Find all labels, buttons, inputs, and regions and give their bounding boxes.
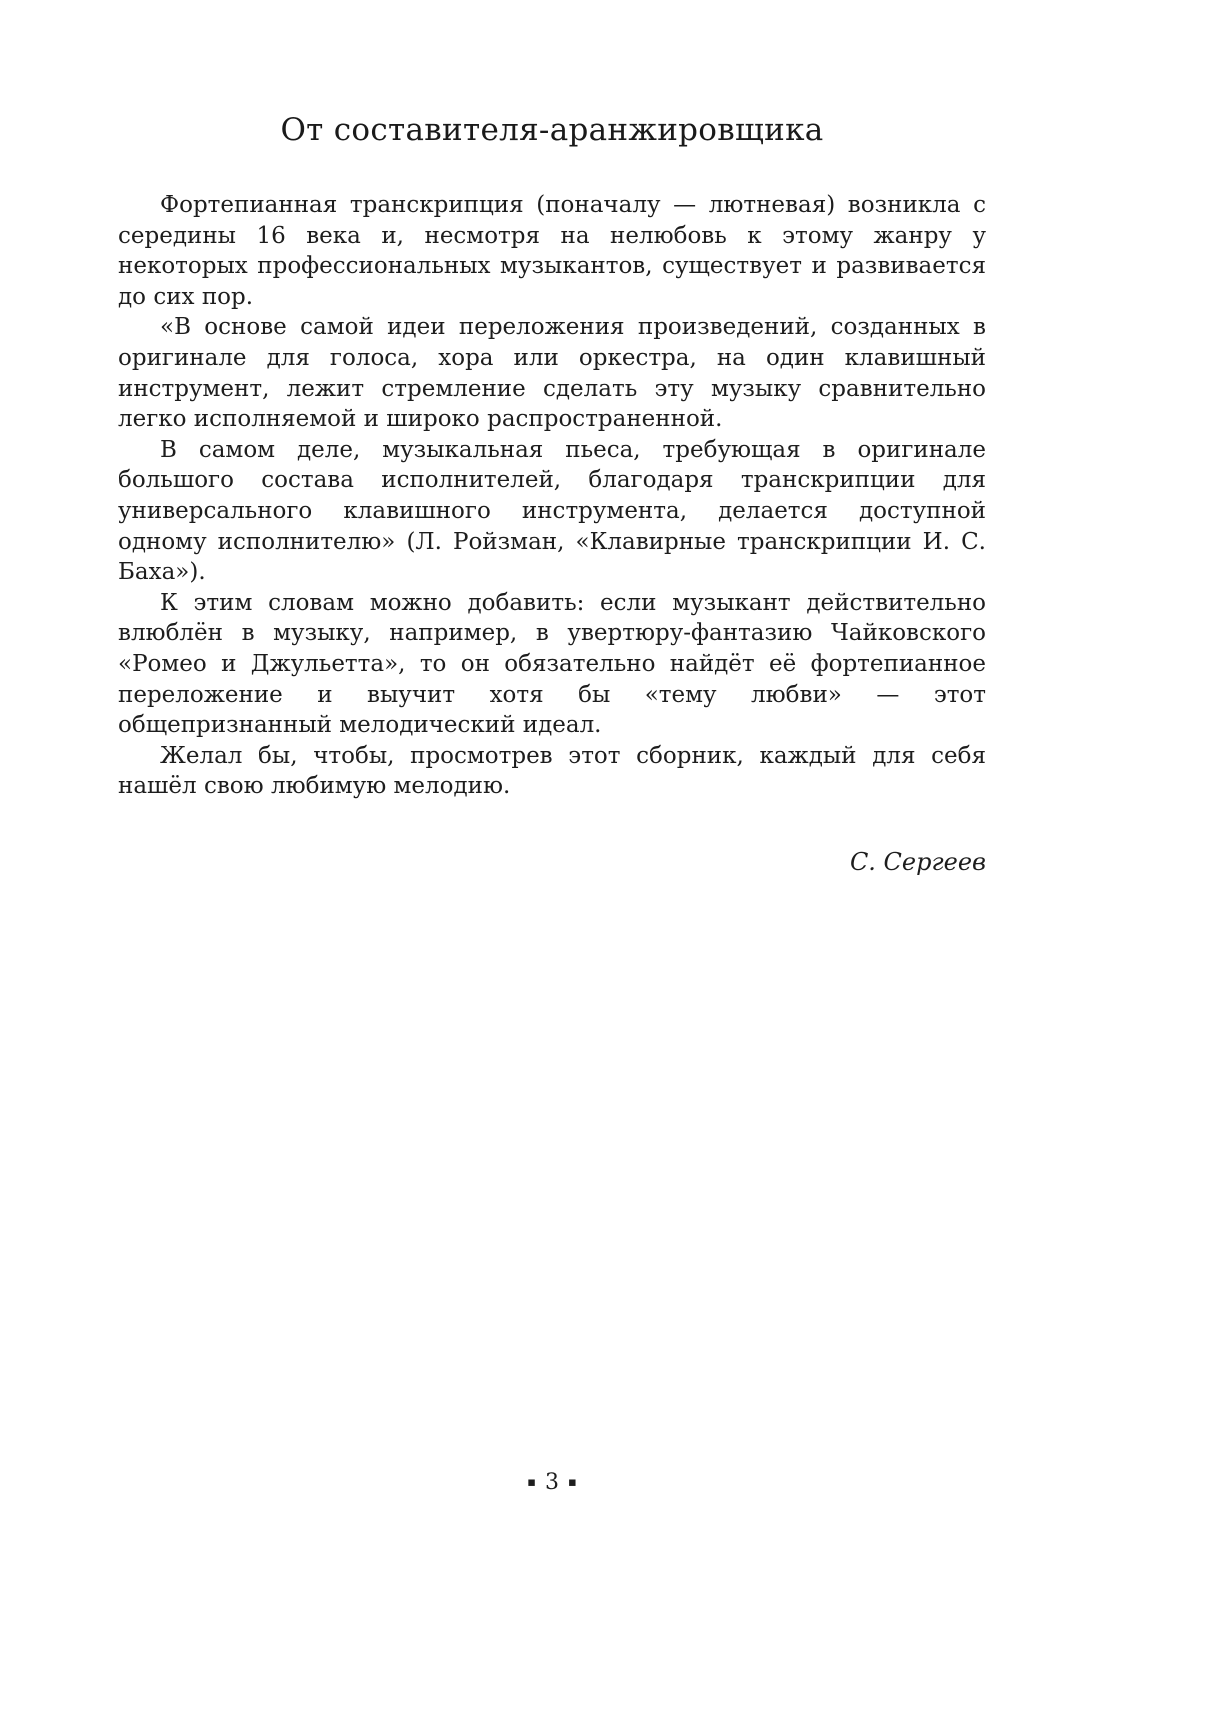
footer-left-bullet: ▪ (527, 1475, 536, 1490)
paragraph-4: К этим словам можно добавить: если музыкант действительно влюблён в музыку, например, в увертюру-фантазию Чайковского «Ромео и Джульетта», то он обязательно найдёт её фортепианное переложение и выучит хотя бы «тему любви» — этот общепризнанный мелодический идеал. (118, 589, 986, 739)
paragraph-3: В самом деле, музыкальная пьеса, требующая в оригинале большого состава исполнителей, благодаря транскрипции для универсального клавишного инструмента, делается доступной одному исполнителю» (Л. Ройзман, «Клавирные транскрипции И. С. Баха»). (118, 436, 986, 586)
page-footer (118, 1470, 986, 1495)
paragraph-2: «В основе самой идеи переложения произведений, созданных в оригинале для голоса, хора или оркестра, на один клавишный инструмент, лежит стремление сделать эту музыку сравнительно легко исполняемой и широко распространенной. (118, 314, 986, 433)
author-signature: С. Сергеев (849, 847, 986, 876)
page-title: От составителя-аранжировщика (280, 112, 824, 148)
page-content (118, 112, 986, 876)
body-text (118, 190, 986, 802)
footer-right-bullet: ▪ (568, 1475, 577, 1490)
paragraph-5: Желал бы, чтобы, просмотрев этот сборник, каждый для себя нашёл свою любимую мелодию. (118, 742, 986, 800)
page-number: 3 (545, 1470, 559, 1495)
paragraph-1: Фортепианная транскрипция (поначалу — лютневая) возникла с середины 16 века и, несмотря на нелюбовь к этому жанру у некоторых профессиональных музыкантов, существует и развивается до сих пор. (118, 192, 986, 310)
